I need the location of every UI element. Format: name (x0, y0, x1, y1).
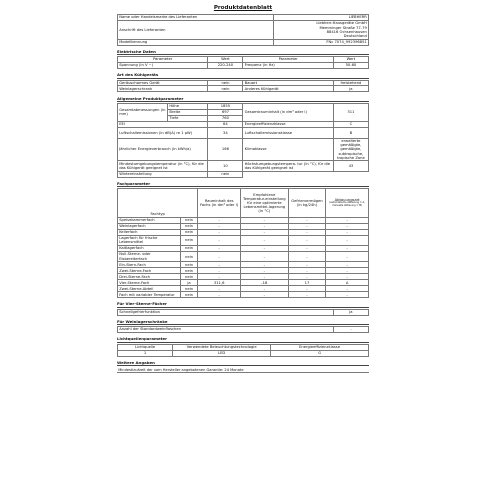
section-heading-lighting: Lichtquellenparameter (117, 336, 369, 343)
compartment-name: Zwei-Sterne-Abteil (118, 286, 181, 292)
compartment-volume: - (198, 235, 241, 245)
section-heading-four-star: Für Vier-Sterne-Fächer (117, 301, 369, 308)
address-line: Liebherr-Hausgeräte GmbH (316, 21, 367, 26)
compartment-defrost: - (326, 246, 369, 252)
compartment-defrost: - (326, 268, 369, 274)
compartment-defrost: - (326, 217, 369, 223)
section-heading-wine: Für Weinlagerschränke (117, 319, 369, 326)
compartment-defrost: - (326, 252, 369, 262)
dimensions-label: Gesamtabmessungen (in mm) (118, 103, 168, 121)
volume-value: 311 (333, 103, 368, 121)
height-label: Höhe (168, 103, 208, 109)
column-header-defrost (326, 189, 369, 218)
column-header: Wert (333, 57, 368, 63)
section-heading-further: Weitere Angaben (117, 360, 369, 367)
table-row (118, 327, 369, 333)
table-row (118, 127, 369, 138)
compartment-name: Vier-Sterne-Fach (118, 280, 181, 286)
column-header: Verwendete Beleuchtungstechnologie (173, 344, 271, 350)
cell-label: Geräuscharmes Gerät (118, 80, 208, 86)
compartment-freezing: - (288, 246, 326, 252)
compartment-defrost: - (326, 286, 369, 292)
light-energy-class-value: G (271, 350, 369, 356)
compartment-name: Lagerfach für frische Lebensmittel (118, 235, 181, 245)
compartment-present: nein (180, 217, 198, 223)
compartment-present: nein (180, 268, 198, 274)
column-header: Parameter (118, 57, 208, 63)
compartment-defrost: - (326, 223, 369, 229)
cell-label: Weinlagerschrank (118, 86, 208, 92)
column-header: Wert (208, 57, 243, 63)
four-star-table (117, 309, 369, 316)
table-row (118, 292, 369, 298)
compartment-temperature: - (240, 274, 288, 280)
compartment-present: nein (180, 274, 198, 280)
column-header-volume: Rauminhalt des Fachs (in dm³ oder l) (198, 189, 241, 218)
max-temp-label: Höchstumgebungstempera- tur (in °C), für die das Kühlgerät geeignet ist (243, 161, 333, 171)
compartment-defrost: - (326, 292, 369, 298)
width-label: Breite (168, 109, 208, 115)
section-heading-appliance-type: Art des Kühlgeräts (117, 72, 369, 79)
electrical-table (117, 56, 369, 69)
voltage-label: Spannung (in V ~) (118, 63, 208, 69)
column-header: Energieeffizienzklasse (271, 344, 369, 350)
warranty-note: Mindestlaufzeit der vom Hersteller angebotenen Garantie: 24 Monate (117, 367, 369, 373)
address-line: Memminger Straße 77-79 (319, 25, 367, 30)
cell-label: Bauart (243, 80, 333, 86)
compartment-present: ja (180, 280, 198, 286)
model-value: FNc 7074_992396851 (273, 39, 368, 45)
compartment-freezing: - (288, 292, 326, 298)
compartment-defrost: A (326, 280, 369, 286)
compartment-volume: - (198, 268, 241, 274)
compartment-freezing: - (288, 235, 326, 245)
compartment-temperature: - (240, 268, 288, 274)
compartment-volume: - (198, 217, 241, 223)
compartment-volume: - (198, 286, 241, 292)
compartment-temperature: - (240, 229, 288, 235)
wine-bottles-value: - (333, 327, 368, 333)
table-row (118, 103, 369, 109)
column-header-temperature: Empfohlene Temperatur-einstellung für eine optimierte Lebensmittel-lagerung (in °C) (240, 189, 288, 218)
cell-value: nein (208, 86, 243, 92)
wine-table (117, 326, 369, 333)
quick-freeze-value: ja (333, 309, 368, 315)
cell-value: freistehend (333, 80, 368, 86)
noise-class-value: B (333, 127, 368, 138)
compartment-present: nein (180, 262, 198, 268)
compartment-name: Weinlagerfach (118, 223, 181, 229)
address-label: Anschrift des Lieferanten (118, 20, 274, 39)
compartment-present: nein (180, 246, 198, 252)
compartment-present: nein (180, 252, 198, 262)
depth-label: Tiefe (168, 115, 208, 121)
model-label: Modellkennung (118, 39, 274, 45)
quick-freeze-label: Schnellgefrierfunktion (118, 309, 334, 315)
climate-line: gemäßigte, (340, 147, 362, 152)
table-row (118, 309, 369, 315)
compartment-volume: - (198, 229, 241, 235)
compartments-table (117, 188, 369, 298)
brand-value: LIEBHERR (273, 15, 368, 21)
table-row (118, 20, 369, 39)
compartment-volume: - (198, 262, 241, 268)
table-row (118, 138, 369, 161)
compartment-present: nein (180, 292, 198, 298)
address-value (273, 20, 368, 39)
compartment-present: nein (180, 235, 198, 245)
volume-label: Gesamtrauminhalt (in dm³ oder l) (243, 103, 333, 121)
climate-line: subtropische, (338, 151, 364, 156)
section-heading-compartments: Fachparameter (117, 181, 369, 188)
energy-class-label: Energieeffizienzklasse (243, 121, 333, 127)
compartment-temperature: - (240, 223, 288, 229)
cell-label: Anderes Kühlgerät (243, 86, 333, 92)
compartment-defrost: - (326, 274, 369, 280)
compartment-freezing: - (288, 217, 326, 223)
product-parameters-table (117, 103, 369, 178)
table-row (118, 350, 369, 356)
compartment-present: nein (180, 229, 198, 235)
cell-value: ja (333, 86, 368, 92)
compartment-freezing: - (288, 274, 326, 280)
compartment-present: nein (180, 223, 198, 229)
table-row (118, 161, 369, 171)
winter-setting-value: nein (208, 171, 243, 177)
empty-cell (333, 171, 368, 177)
compartments-body (118, 217, 369, 297)
energy-class-value: C (333, 121, 368, 127)
compartment-temperature: -18 (240, 280, 288, 286)
compartment-freezing: 17 (288, 280, 326, 286)
winter-setting-label: Wintereinstellung (118, 171, 208, 177)
address-line: Deutschland (343, 33, 367, 38)
climate-line: erweiterte (341, 139, 361, 144)
height-value: 1855 (208, 103, 243, 109)
lighting-table (117, 344, 369, 357)
compartment-volume: - (198, 252, 241, 262)
defrost-header-note: (automatische Abtauung = A, manuelle Abtauung = M) (329, 201, 365, 208)
column-header-freezing: Gefriervermögen (in kg/24h) (288, 189, 326, 218)
compartment-temperature: - (240, 262, 288, 268)
table-row (118, 39, 369, 45)
address-line: 88416 Ochsenhausen (326, 29, 367, 34)
section-heading-product: Allgemeine Produktparameter (117, 96, 369, 103)
compartment-name: Kellerfach (118, 229, 181, 235)
table-row (118, 235, 369, 245)
noise-label: Luftschallemissionen (in dB(A) re 1 pW) (118, 127, 208, 138)
consumption-value: 166 (208, 138, 243, 161)
compartment-temperature: - (240, 246, 288, 252)
eei-label: EEI (118, 121, 208, 127)
light-technology-value: LED (173, 350, 271, 356)
appliance-type-table (117, 80, 369, 93)
compartment-freezing: - (288, 262, 326, 268)
compartment-temperature: - (240, 252, 288, 262)
compartment-freezing: - (288, 223, 326, 229)
table-header-row (118, 189, 369, 218)
compartment-temperature: - (240, 217, 288, 223)
brand-label: Name oder Handelsmarke des Lieferanten (118, 15, 274, 21)
section-heading-electrical: Elektrische Daten (117, 49, 369, 56)
compartment-defrost: - (326, 235, 369, 245)
compartment-name: Null-Sterne- oder Eisbereiterfach (118, 252, 181, 262)
column-header: Lichtquelle (118, 344, 173, 350)
empty-cell (243, 171, 333, 177)
climate-line: tropische Zone (337, 155, 365, 160)
compartment-volume: - (198, 292, 241, 298)
wine-bottles-label: Anzahl der Standardweinflaschen (118, 327, 334, 333)
depth-value: 760 (208, 115, 243, 121)
width-value: 697 (208, 109, 243, 115)
compartment-present: nein (180, 286, 198, 292)
compartment-temperature: - (240, 286, 288, 292)
cell-value: nein (208, 80, 243, 86)
compartment-volume: - (198, 274, 241, 280)
compartment-temperature: - (240, 292, 288, 298)
min-temp-value: 10 (208, 161, 243, 171)
compartment-freezing: - (288, 252, 326, 262)
table-row (118, 63, 369, 69)
compartment-defrost: - (326, 229, 369, 235)
supplier-table (117, 14, 369, 46)
compartment-defrost: - (326, 262, 369, 268)
column-header-type: Fachtyp (118, 189, 198, 218)
compartment-freezing: - (288, 286, 326, 292)
compartment-volume: - (198, 223, 241, 229)
climate-line: gemäßigte, (340, 143, 362, 148)
document-title: Produktdatenblatt (213, 5, 273, 11)
column-header: Parameter (243, 57, 333, 63)
noise-class-label: Luftschallemissionsklasse (243, 127, 333, 138)
defrost-header-label: Abtauungsart (334, 198, 360, 203)
voltage-value: 220-240 (208, 63, 243, 69)
compartment-name: Kaltlagerfach (118, 246, 181, 252)
table-row (118, 86, 369, 92)
eei-value: 64 (208, 121, 243, 127)
max-temp-value: 43 (333, 161, 368, 171)
compartment-freezing: - (288, 229, 326, 235)
min-temp-label: Mindestumgebungstemperatur (in °C), für die das Kühlgerät geeignet ist (118, 161, 208, 171)
compartment-temperature: - (240, 235, 288, 245)
climate-class-value (333, 138, 368, 161)
compartment-volume: 311,6 (198, 280, 241, 286)
light-source-value: 1 (118, 350, 173, 356)
compartment-name: Drei-Sterne-Fach (118, 274, 181, 280)
compartment-name: Ein-Stern-Fach (118, 262, 181, 268)
table-row (118, 171, 369, 177)
frequency-value: 50-60 (333, 63, 368, 69)
consumption-label: Jährlicher Energieverbrauch (in kWh/a) (118, 138, 208, 161)
noise-value: 34 (208, 127, 243, 138)
compartment-name: Zwei-Sterne-Fach (118, 268, 181, 274)
compartment-name: Speisekammerfach (118, 217, 181, 223)
table-header-row (118, 344, 369, 350)
climate-class-label: Klimaklasse (243, 138, 333, 161)
compartment-name: Fach mit variabler Temperatur (118, 292, 181, 298)
compartment-volume: - (198, 246, 241, 252)
table-row (118, 252, 369, 262)
product-data-sheet (117, 4, 369, 373)
frequency-label: Frequenz (in Hz) (243, 63, 333, 69)
compartment-freezing: - (288, 268, 326, 274)
